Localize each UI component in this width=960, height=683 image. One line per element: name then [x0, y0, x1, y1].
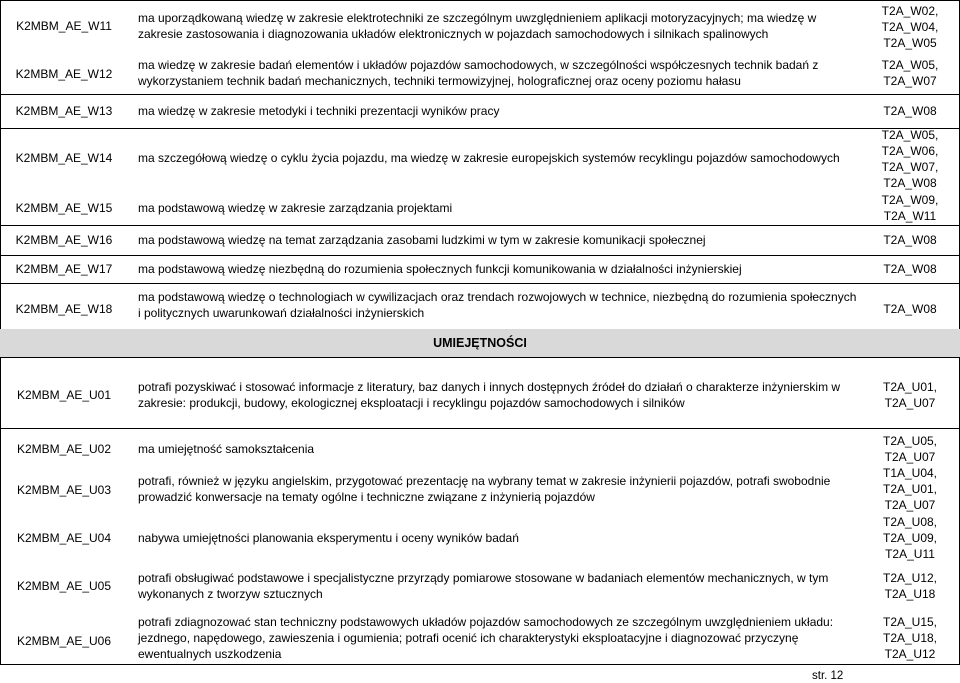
outcome-description: ma szczegółową wiedzę o cyklu życia pojazdu, ma wiedzę w zakresie europejskich systemów recyklingu pojazdów samochodowych — [138, 151, 840, 165]
table-rule — [0, 357, 960, 358]
reference-codes: T2A_W08 — [883, 262, 937, 276]
reference-codes: T2A_W02, T2A_W04, T2A_W05 — [881, 4, 939, 50]
reference-codes: T2A_U15, T2A_U18, T2A_U12 — [882, 615, 938, 661]
reference-codes: T2A_U01, T2A_U07 — [882, 380, 938, 410]
page-number: str. 12 — [812, 670, 844, 682]
reference-codes: T2A_U08, T2A_U09, T2A_U11 — [882, 515, 938, 561]
outcome-code: K2MBM_AE_W17 — [15, 262, 113, 276]
outcome-description: ma podstawową wiedzę o technologiach w cywilizacjach oraz trendach rozwojowych w technice, niezbędną do rozumienia społecznych i politycznych uwarunkowań działalności inżynierskich — [138, 290, 857, 320]
outcome-code: K2MBM_AE_W13 — [15, 104, 113, 118]
outcome-code: K2MBM_AE_U06 — [16, 634, 112, 648]
outcome-code: K2MBM_AE_U01 — [16, 388, 112, 402]
outcome-code: K2MBM_AE_W15 — [15, 201, 113, 215]
outcome-description: potrafi zdiagnozować stan techniczny podstawowych układów pojazdów samochodowych ze szczególnym uwzględnieniem układu: jezdnego, napędowego, zawieszenia i ogumienia; potrafi ocenić ich charakterystyki eksploatacyjne i diagnozować przyczynę ewentualnych uszkodzenia — [138, 615, 834, 661]
table-rule — [0, 255, 960, 256]
outcome-description: nabywa umiejętności planowania eksperymentu i oceny wyników badań — [138, 531, 519, 545]
outcome-description: potrafi pozyskiwać i stosować informacje z literatury, baz danych i innych dostępnych źródeł do działań o charakterze inżynierskim w zakresie: produkcji, budowy, ekologicznej eksploatacji i recyklingu pojazdów samochodowych i silników — [138, 380, 841, 410]
outcome-code: K2MBM_AE_U02 — [16, 442, 112, 456]
outcome-code: K2MBM_AE_W12 — [15, 67, 113, 81]
reference-codes: T2A_W05, T2A_W06, T2A_W07, T2A_W08 — [881, 128, 939, 190]
table-rule — [0, 283, 960, 284]
reference-codes: T2A_W08 — [883, 233, 937, 247]
table-rule — [0, 428, 960, 429]
table-rule — [0, 225, 960, 226]
reference-codes: T2A_W08 — [883, 302, 937, 316]
outcome-description: ma podstawową wiedzę w zakresie zarządzania projektami — [138, 201, 453, 215]
outcome-code: K2MBM_AE_W11 — [16, 19, 112, 33]
outcome-code: K2MBM_AE_W18 — [15, 302, 113, 316]
table-rule — [0, 0, 960, 1]
reference-codes: T1A_U04, T2A_U01, T2A_U07 — [882, 466, 938, 512]
outcome-description: ma umiejętność samokształcenia — [138, 442, 315, 456]
outcome-description: ma uporządkowaną wiedzę w zakresie elektrotechniki ze szczególnym uwzględnieniem aplikacji motoryzacyjnych; ma wiedzę w zakresie zastosowania i diagnozowania układów elektronicznych w pojazdach samochodowych i silnikach spalinowych — [138, 11, 817, 41]
reference-codes: T2A_U12, T2A_U18 — [882, 571, 938, 601]
reference-codes: T2A_W09, T2A_W11 — [881, 193, 939, 223]
outcome-code: K2MBM_AE_W14 — [15, 151, 113, 165]
outcome-description: ma wiedzę w zakresie metodyki i techniki prezentacji wyników pracy — [138, 104, 500, 118]
outcome-description: ma podstawową wiedzę niezbędną do rozumienia społecznych funkcji komunikowania w działalności inżynierskiej — [138, 262, 742, 276]
section-header: UMIEJĘTNOŚCI — [0, 329, 960, 357]
outcome-description: ma wiedzę w zakresie badań elementów i układów pojazdów samochodowych, w szczególności współczesnych technik badań z wykorzystaniem technik badań mechanicznych, techniki termowizyjnej, holograficznej oraz oceny poziomu hałasu — [138, 58, 819, 88]
table-rule — [0, 94, 960, 95]
outcome-description: ma podstawową wiedzę na temat zarządzania zasobami ludzkimi w tym w zakresie komunikacji społecznej — [138, 233, 706, 247]
outcome-description: potrafi obsługiwać podstawowe i specjalistyczne przyrządy pomiarowe stosowane w badaniach elementów mechanicznych, w tym wykonanych z tworzyw sztucznych — [138, 571, 829, 601]
outcome-code: K2MBM_AE_U04 — [16, 531, 112, 545]
reference-codes: T2A_W05, T2A_W07 — [881, 58, 939, 88]
reference-codes: T2A_W08 — [883, 104, 937, 118]
table-rule — [0, 128, 960, 129]
outcome-code: K2MBM_AE_W16 — [15, 233, 113, 247]
outcome-code: K2MBM_AE_U03 — [16, 483, 112, 497]
table-rule — [0, 664, 960, 665]
outcome-description: potrafi, również w języku angielskim, przygotować prezentację na wybrany temat w zakresie inżynierii pojazdów, potrafi swobodnie prowadzić konwersacje na tematy ogólne i techniczne związane z inżynierią pojazdów — [138, 474, 831, 504]
outcome-code: K2MBM_AE_U05 — [16, 579, 112, 593]
reference-codes: T2A_U05, T2A_U07 — [882, 434, 938, 464]
